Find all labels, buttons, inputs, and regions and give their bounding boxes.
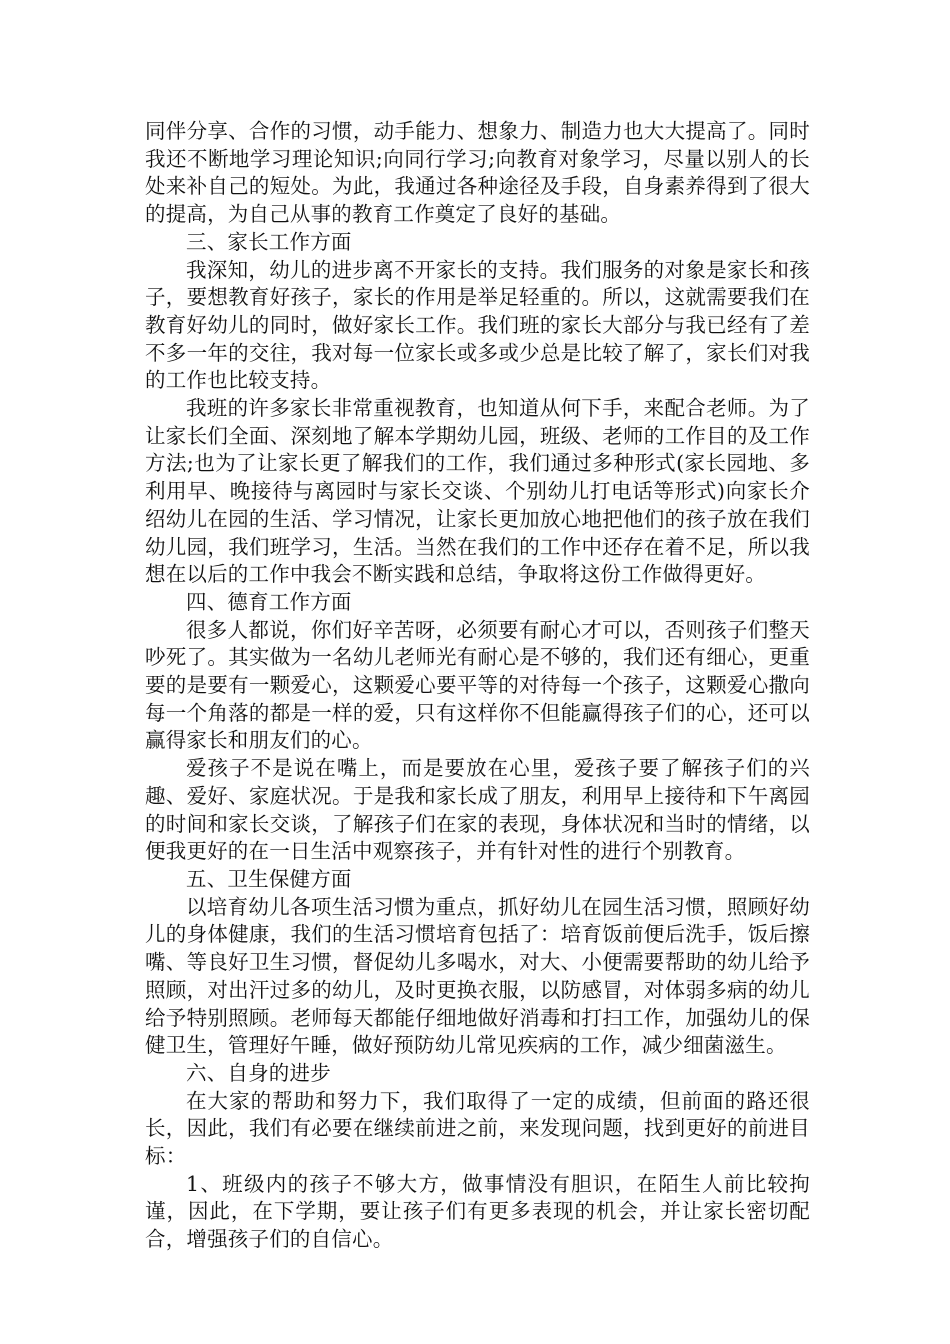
paragraph: 在大家的帮助和努力下，我们取得了一定的成绩，但前面的路还很长，因此，我们有必要在继续前进之前，来发现问题，找到更好的前进目标： bbox=[145, 1088, 810, 1169]
paragraph: 爱孩子不是说在嘴上，而是要放在心里，爱孩子要了解孩子们的兴趣、爱好、家庭状况。于是我和家长成了朋友，利用早上接待和下午离园的时间和家长交谈，了解孩子们在家的表现，身体状况和当时的情绪，以便我更好的在一日生活中观察孩子，并有针对性的进行个别教育。 bbox=[145, 756, 810, 864]
section-heading-self-progress: 六、自身的进步 bbox=[186, 1060, 331, 1085]
paragraph: 我班的许多家长非常重视教育，也知道从何下手，来配合老师。为了让家长们全面、深刻地了解本学期幼儿园，班级、老师的工作目的及工作方法;也为了让家长更了解我们的工作，我们通过多种形式(家长园地、多利用早、晚接待与离园时与家长交谈、个别幼儿打电话等形式)向家长介绍幼儿在园的生活、学习情况，让家长更加放心地把他们的孩子放在我们幼儿园，我们班学习，生活。当然在我们的工作中还存在着不足，所以我想在以后的工作中我会不断实践和总结，争取将这份工作做得更好。 bbox=[145, 396, 810, 587]
paragraph-continuation: 同伴分享、合作的习惯，动手能力、想象力、制造力也大大提高了。同时我还不断地学习理论知识;向同行学习;向教育对象学习，尽量以别人的长处来补自己的短处。为此，我通过各种途径及手段，自身素养得到了很大的提高，为自己从事的教育工作奠定了良好的基础。 bbox=[145, 119, 810, 227]
section-heading-moral-education: 四、德育工作方面 bbox=[186, 589, 352, 614]
paragraph: 以培育幼儿各项生活习惯为重点，抓好幼儿在园生活习惯，照顾好幼儿的身体健康，我们的生活习惯培育包括了：培育饭前便后洗手，饭后擦嘴、等良好卫生习惯，督促幼儿多喝水，对大、小便需要帮助的幼儿给予照顾，对出汗过多的幼儿，及时更换衣服，以防感冒，对体弱多病的幼儿给予特别照顾。老师每天都能仔细地做好消毒和打扫工作，加强幼儿的保健卫生，管理好午睡，做好预防幼儿常见疾病的工作，减少细菌滋生。 bbox=[145, 894, 810, 1058]
section-heading-parent-work: 三、家长工作方面 bbox=[186, 229, 352, 254]
paragraph: 我深知，幼儿的进步离不开家长的支持。我们服务的对象是家长和孩子，要想教育好孩子，家长的作用是举足轻重的。所以，这就需要我们在教育好幼儿的同时，做好家长工作。我们班的家长大部分与我已经有了差不多一年的交往，我对每一位家长或多或少总是比较了解了，家长们对我的工作也比较支持。 bbox=[145, 257, 810, 393]
document-body bbox=[145, 118, 810, 1254]
paragraph: 很多人都说，你们好辛苦呀，必须要有耐心才可以，否则孩子们整天吵死了。其实做为一名幼儿老师光有耐心是不够的，我们还有细心，更重要的是要有一颗爱心，这颗爱心要平等的对待每一个孩子，这颗爱心撒向每一个角落的都是一样的爱，只有这样你不但能赢得孩子们的心，还可以赢得家长和朋友们的心。 bbox=[145, 617, 810, 753]
paragraph: 1、班级内的孩子不够大方，做事情没有胆识，在陌生人前比较拘谨，因此，在下学期，要让孩子们有更多表现的机会，并让家长密切配合，增强孩子们的自信心。 bbox=[145, 1171, 810, 1252]
section-heading-health-care: 五、卫生保健方面 bbox=[186, 866, 352, 891]
